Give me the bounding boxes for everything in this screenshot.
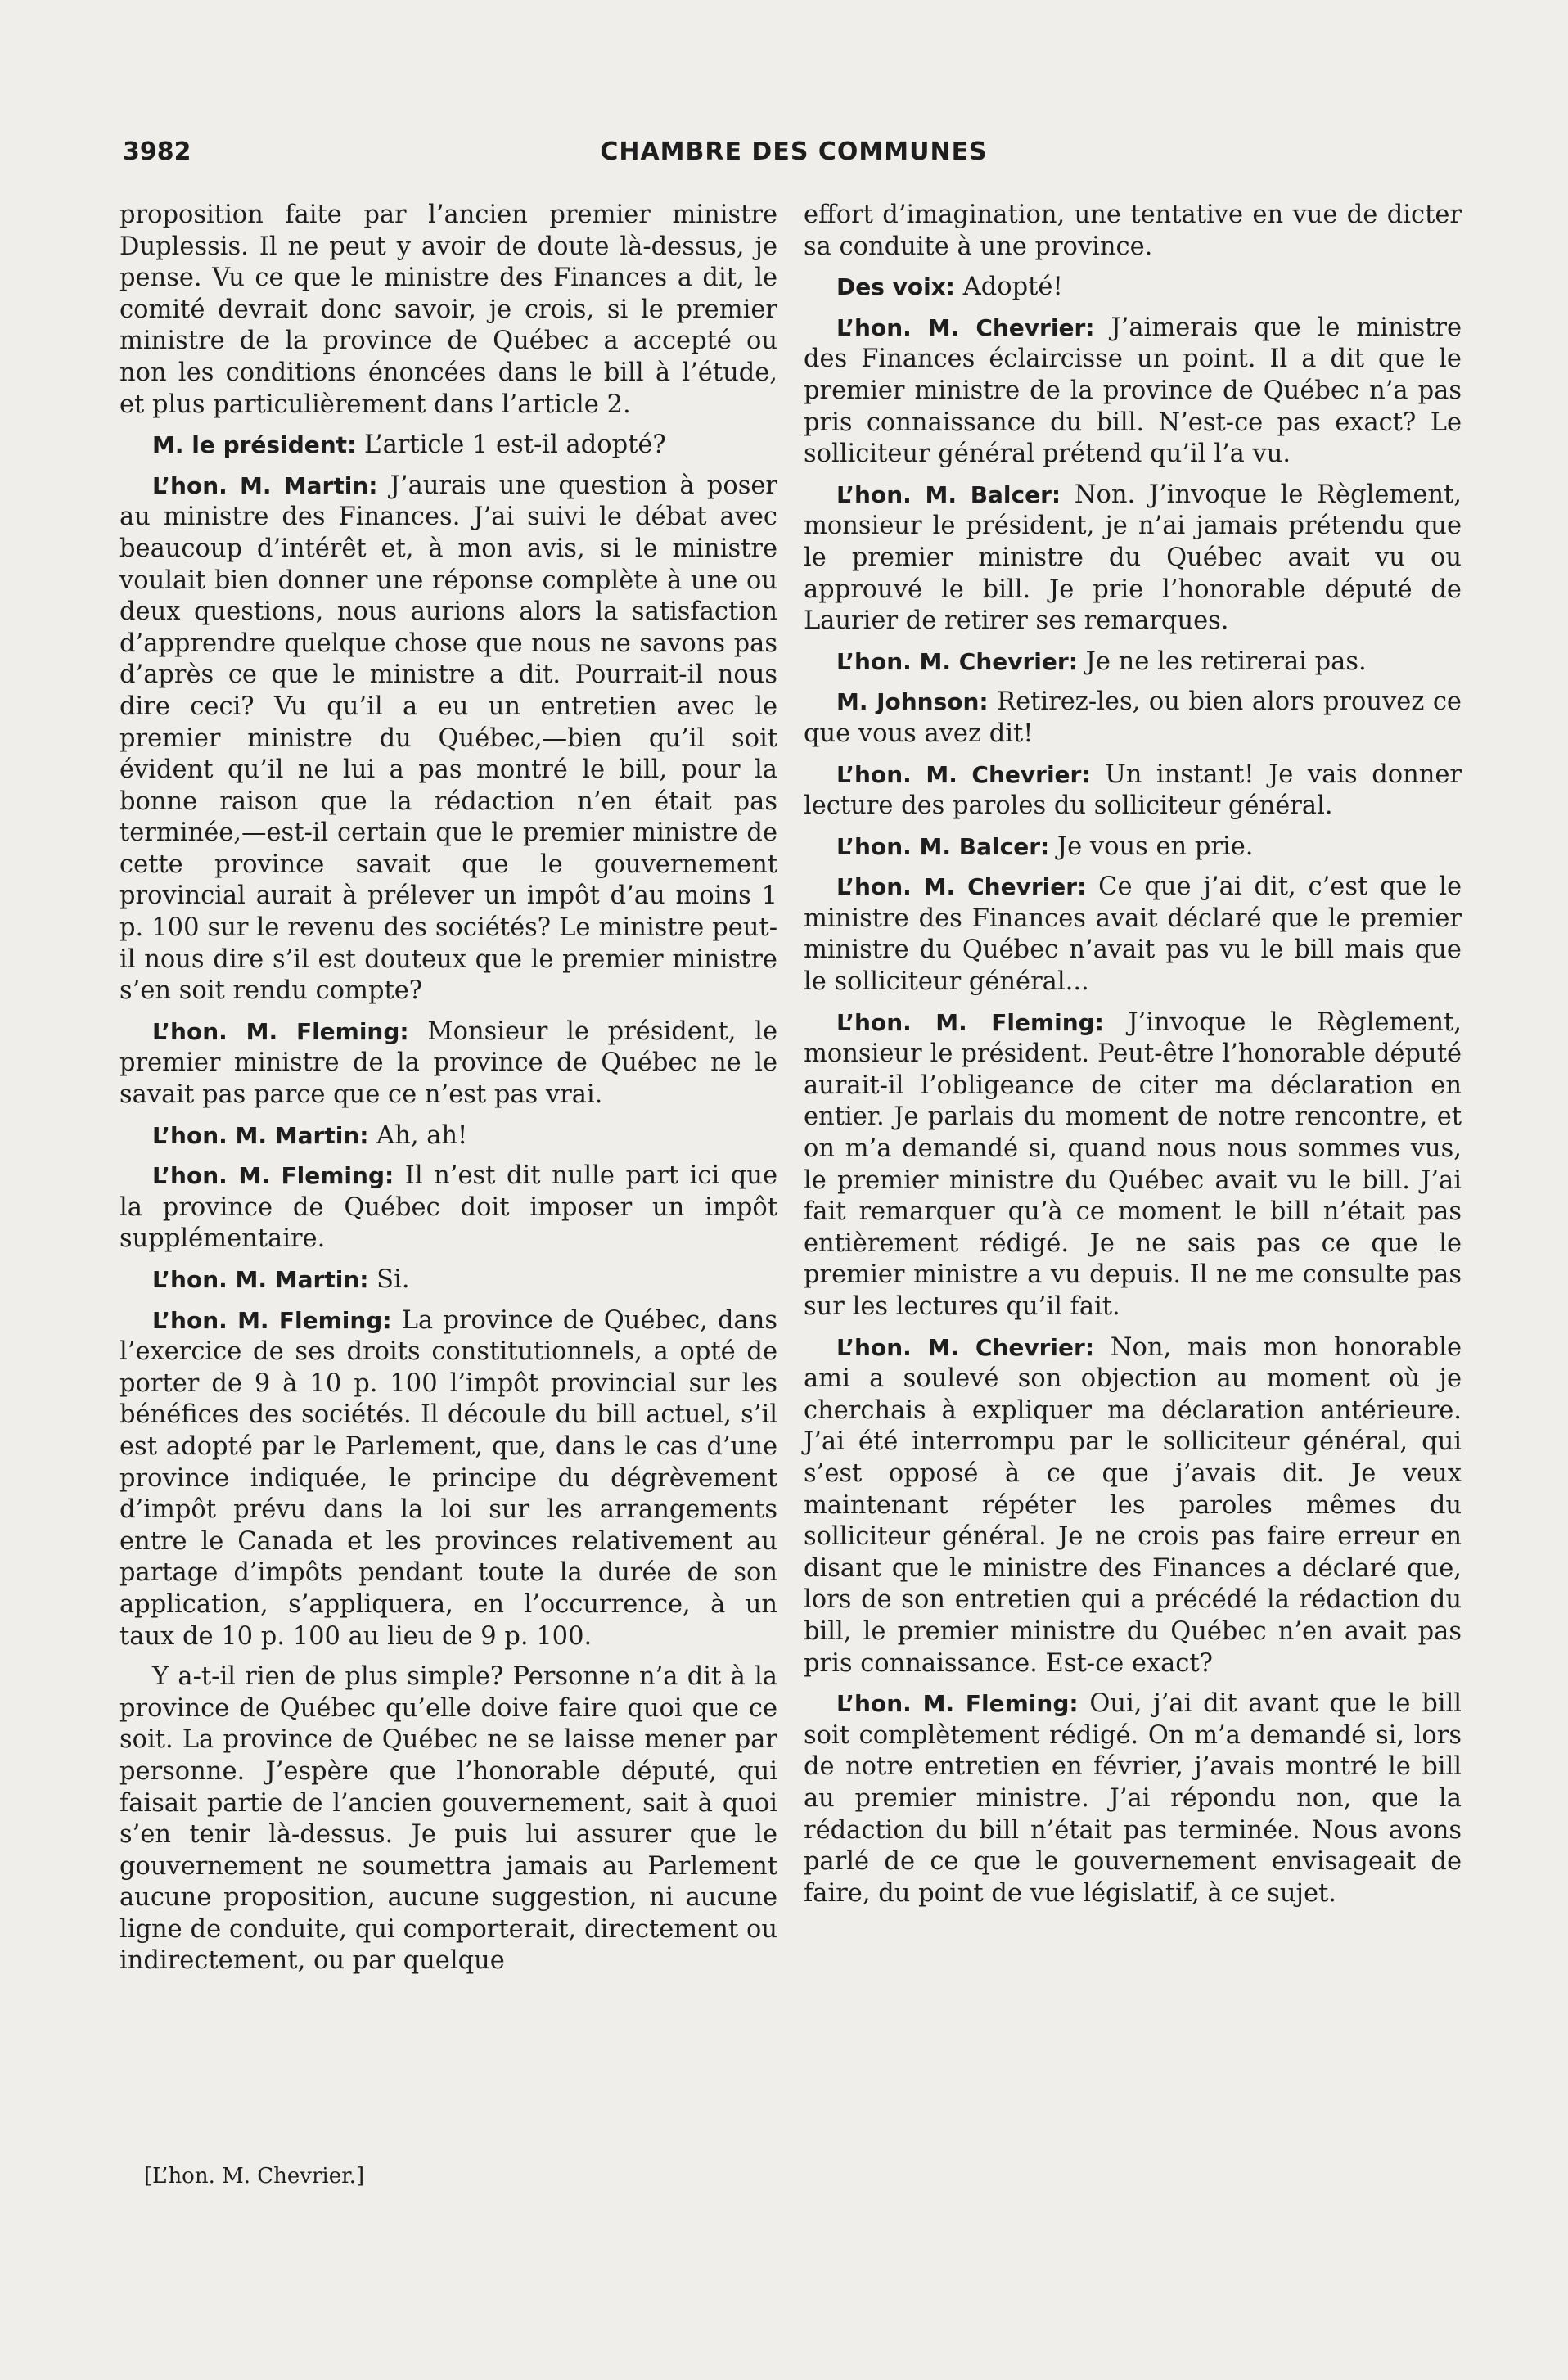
running-title: CHAMBRE DES COMMUNES	[600, 137, 988, 166]
paragraph	[119, 1016, 777, 1111]
speaker-name: M. le président:	[152, 431, 357, 459]
speaker-name: L’hon. M. Fleming:	[836, 1690, 1079, 1718]
paragraph	[119, 1305, 777, 1653]
paragraph-text: La province de Québec, dans l’exercice de ses droits constitutionnels, a opté de porter de 9 à 10 p. 100 l’impôt provincial sur les bénéfices des sociétés. Il découle du bill actuel, s’il est adopté par le Parlement, que, dans le cas d’une province indiquée, le principe du dégrèvement d’impôt prévu dans la loi sur les arrangements entre le Canada et les provinces relativement au partage d’impôts pendant toute la durée de son application, s’appliquera, en l’occurrence, à un taux de 10 p. 100 au lieu de 9 p. 100.	[119, 1305, 778, 1651]
paragraph	[804, 647, 1462, 678]
paragraph	[804, 872, 1462, 998]
right-column	[804, 200, 1462, 1918]
paragraph-text: effort d’imagination, une tentative en vue de dicter sa conduite à une province.	[804, 201, 1462, 261]
speaker-name: L’hon. M. Fleming:	[152, 1306, 392, 1334]
paragraph	[119, 471, 777, 1007]
paragraph-text: Je ne les retirerai pas.	[1085, 647, 1367, 676]
speaker-name: L’hon. M. Martin:	[152, 1121, 369, 1149]
speaker-name: L’hon. M. Chevrier:	[836, 1333, 1095, 1361]
footer-reference: [L’hon. M. Chevrier.]	[144, 2164, 365, 2188]
paragraph	[804, 832, 1462, 863]
speaker-name: L’hon. M. Chevrier:	[836, 873, 1087, 901]
paragraph	[804, 1007, 1462, 1323]
paragraph	[119, 200, 777, 421]
paragraph	[804, 200, 1462, 263]
paragraph-text: Monsieur le président, le premier ministre de la province de Québec ne le savait pas parce que ce n’est pas vrai.	[119, 1016, 777, 1110]
speaker-name: L’hon. M. Martin:	[152, 1266, 369, 1293]
paragraph-text: Un instant! Je vais donner lecture des paroles du solliciteur général.	[804, 760, 1462, 821]
paragraph-text: Oui, j’ai dit avant que le bill soit complètement rédigé. On m’a demandé si, lors de notre entretien en février, j’avais montré le bill au premier ministre. J’ai répondu non, que la rédaction du bill n’était pas terminée. Nous avons parlé de ce que le gouvernement envisageait de faire, du point de vue législatif, à ce sujet.	[804, 1689, 1462, 1908]
paragraph	[804, 313, 1462, 471]
page-number: 3982	[123, 137, 191, 166]
left-column	[119, 200, 777, 1986]
speaker-name: M. Johnson:	[836, 688, 989, 716]
speaker-name: L’hon. M. Fleming:	[152, 1017, 409, 1045]
speaker-name: L’hon. M. Chevrier:	[836, 647, 1078, 675]
paragraph	[804, 760, 1462, 823]
paragraph-text: Ah, ah!	[376, 1120, 468, 1150]
paragraph-text: Y a-t-il rien de plus simple? Personne n’a dit à la province de Québec qu’elle doive faire quoi que ce soit. La province de Québec ne se laisse mener par personne. J’espère que l’honorable député, qui faisait partie de l’ancien gouvernement, sait à quoi s’en tenir là-dessus. Je puis lui assurer que le gouvernement ne soumettra jamais au Parlement aucune proposition, aucune suggestion, ni aucune ligne de conduite, qui comporterait, directement ou indirectement, ou par quelque	[119, 1662, 777, 1976]
paragraph-text: Retirez-les, ou bien alors prouvez ce que vous avez dit!	[804, 687, 1462, 748]
paragraph-text: Je vous en prie.	[1057, 832, 1254, 861]
paragraph-text: Non, mais mon honorable ami a soulevé son objection au moment où je cherchais à expliquer ma déclaration antérieure. J’ai été interrompu par le solliciteur général, qui s’est opposé à ce que j’avais dit. Je veux maintenant répéter les paroles mêmes du solliciteur général. Je ne crois pas faire erreur en disant que le ministre des Finances a déclaré que, lors de son entretien qui a précédé la rédaction du bill, le premier ministre du Québec n’en avait pas pris connaissance. Est-ce exact?	[804, 1332, 1462, 1678]
paragraph	[804, 687, 1462, 750]
paragraph	[119, 1661, 777, 1977]
paragraph-text: Non. J’invoque le Règlement, monsieur le président, je n’ai jamais prétendu que le premier ministre du Québec avait vu ou approuvé le bill. Je prie l’honorable député de Laurier de retirer ses remarques.	[804, 480, 1462, 636]
paragraph-text: Adopté!	[962, 273, 1063, 302]
page-header	[123, 137, 1465, 170]
paragraph	[804, 480, 1462, 638]
paragraph-text: Il n’est dit nulle part ici que la province de Québec doit imposer un impôt supplémentaire.	[119, 1161, 777, 1254]
paragraph-text: J’aurais une question à poser au ministre des Finances. J’ai suivi le débat avec beaucoup d’intérêt et, à mon avis, si le ministre voulait bien donner une réponse complète à une ou deux questions, nous aurions alors la satisfaction d’apprendre quelque chose que nous ne savons pas d’après ce que le ministre a dit. Pourrait-il nous dire ceci? Vu qu’il a eu un entretien avec le premier ministre du Québec,—bien qu’il soit évident qu’il ne lui a pas montré le bill, pour la bonne raison que la rédaction n’en était pas terminée,—est-il certain que le premier ministre de cette province savait que le gouvernement provincial aurait à prélever un impôt d’au moins 1 p. 100 sur le revenu des sociétés? Le ministre peut-il nous dire s’il est douteux que le premier ministre s’en soit rendu compte?	[119, 471, 777, 1006]
paragraph-text: Ce que j’ai dit, c’est que le ministre des Finances avait déclaré que le premier ministre du Québec n’avait pas vu le bill mais que le solliciteur général...	[804, 872, 1462, 997]
paragraph	[119, 1264, 777, 1296]
speaker-name: L’hon. M. Chevrier:	[836, 313, 1095, 341]
paragraph	[804, 1688, 1462, 1909]
speaker-name: L’hon. M. Balcer:	[836, 480, 1061, 508]
paragraph	[119, 430, 777, 462]
speaker-name: L’hon. M. Chevrier:	[836, 760, 1091, 788]
paragraph-text: L’article 1 est-il adopté?	[363, 430, 666, 460]
paragraph-text: J’invoque le Règlement, monsieur le président. Peut-être l’honorable député aurait-il l’obligeance de citer ma déclaration en entier. Je parlais du moment de notre rencontre, et on m’a demandé si, quand nous nous sommes vus, le premier ministre du Québec avait vu le bill. J’ai fait remarquer qu’à ce moment le bill n’était pas entièrement rédigé. Je ne sais pas ce que le premier ministre a vu depuis. Il ne me consulte pas sur les lectures qu’il fait.	[804, 1007, 1462, 1321]
speaker-name: L’hon. M. Balcer:	[836, 832, 1050, 860]
paragraph	[119, 1120, 777, 1152]
paragraph	[804, 1332, 1462, 1680]
paragraph	[804, 272, 1462, 304]
speaker-name: L’hon. M. Fleming:	[152, 1162, 394, 1190]
speaker-name: Des voix:	[836, 273, 955, 301]
speaker-name: L’hon. M. Martin:	[152, 471, 378, 499]
paragraph	[119, 1161, 777, 1255]
paragraph-text: J’aimerais que le ministre des Finances éclaircisse un point. Il a dit que le premier ministre de la province de Québec n’a pas pris connaissance du bill. N’est-ce pas exact? Le solliciteur général prétend qu’il l’a vu.	[804, 313, 1462, 469]
paragraph-text: proposition faite par l’ancien premier ministre Duplessis. Il ne peut y avoir de doute là-dessus, je pense. Vu ce que le ministre des Finances a dit, le comité devrait donc savoir, je crois, si le premier ministre de la province de Québec a accepté ou non les conditions énoncées dans le bill à l’étude, et plus particulièrement dans l’article 2.	[119, 201, 777, 419]
paragraph-text: Si.	[376, 1265, 410, 1294]
speaker-name: L’hon. M. Fleming:	[836, 1008, 1104, 1036]
